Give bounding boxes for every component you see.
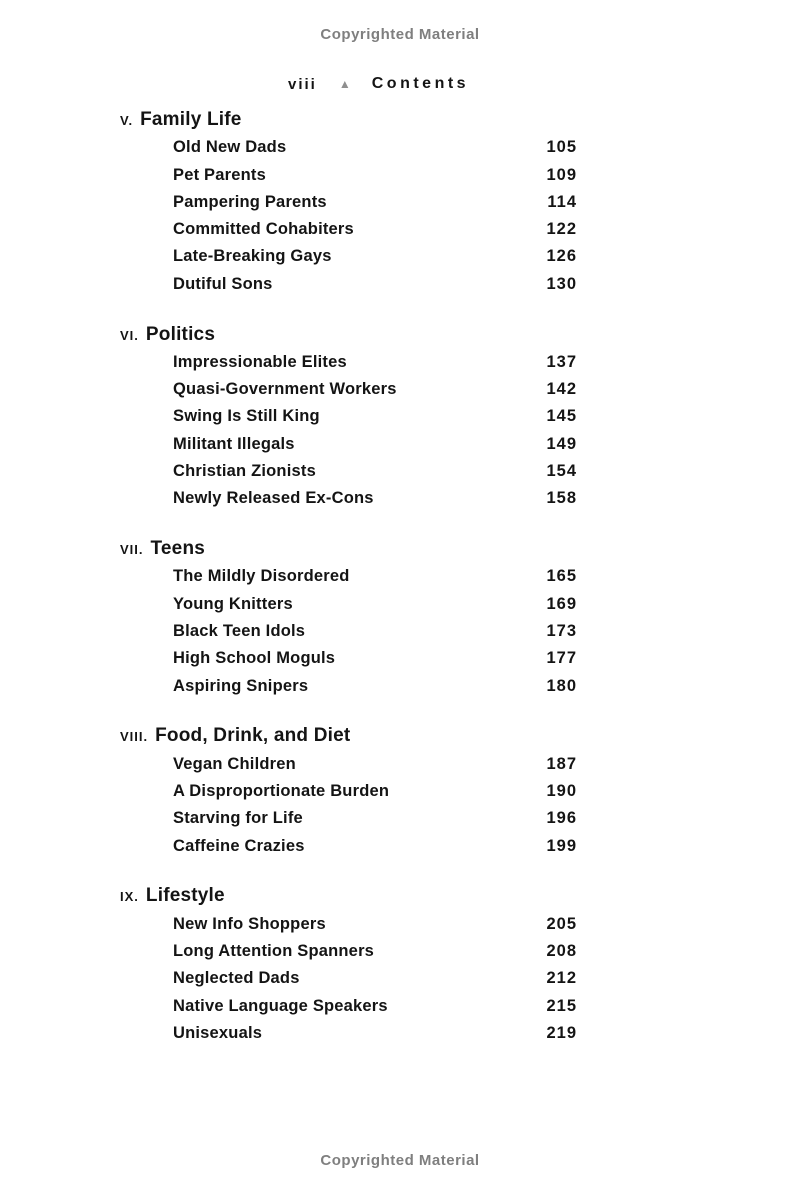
entry-page-number: 169 — [546, 594, 577, 613]
entry-title: Long Attention Spanners — [173, 942, 375, 961]
toc-entry — [173, 458, 577, 485]
entry-page-number: 154 — [546, 462, 577, 481]
entry-page-number: 173 — [546, 622, 577, 641]
entry-title: Starving for Life — [173, 809, 303, 828]
entry-title: Dutiful Sons — [173, 274, 273, 293]
entry-page-number: 212 — [546, 969, 577, 988]
entry-page-number: 114 — [547, 192, 577, 211]
section-numeral: VII. — [120, 542, 144, 558]
page-folio: viii — [288, 75, 317, 93]
entry-title: Pet Parents — [173, 165, 266, 184]
toc-section — [0, 535, 800, 700]
entry-page-number: 190 — [546, 782, 577, 801]
entry-title: Unisexuals — [173, 1023, 263, 1042]
toc-section — [0, 106, 800, 298]
entry-title: Black Teen Idols — [173, 622, 306, 641]
entry-title: High School Moguls — [173, 649, 336, 668]
toc-entry — [173, 618, 577, 645]
toc-section — [0, 321, 800, 513]
toc-entry — [173, 751, 577, 778]
entry-title: A Disproportionate Burden — [173, 782, 390, 801]
entry-title: Late-Breaking Gays — [173, 247, 332, 266]
toc-entry — [173, 778, 577, 805]
entry-title: Swing Is Still King — [173, 407, 320, 426]
toc-entry — [173, 271, 577, 298]
entry-page-number: 215 — [546, 996, 577, 1015]
toc-entry — [173, 673, 577, 700]
entry-page-number: 165 — [546, 567, 577, 586]
toc-entry — [173, 965, 577, 992]
toc-entry — [173, 403, 577, 430]
entry-page-number: 199 — [546, 836, 577, 855]
entry-title: Christian Zionists — [173, 462, 316, 481]
entry-page-number: 208 — [546, 942, 577, 961]
section-title: Family Life — [140, 109, 242, 130]
section-numeral: IX. — [120, 889, 139, 905]
page-title: Contents — [371, 75, 470, 92]
entry-title: Neglected Dads — [173, 969, 300, 988]
toc-entry — [173, 993, 577, 1020]
toc-entry — [173, 216, 577, 243]
triangle-icon: ▲ — [338, 77, 351, 91]
toc-entry — [173, 349, 577, 376]
entry-title: The Mildly Disordered — [173, 567, 350, 586]
section-title: Lifestyle — [145, 885, 225, 907]
toc-entry — [173, 243, 577, 270]
entry-title: Caffeine Crazies — [173, 836, 305, 855]
entry-title: Committed Cohabiters — [173, 220, 354, 239]
entry-title: Pampering Parents — [173, 192, 327, 211]
entry-page-number: 105 — [546, 138, 577, 157]
toc-entry — [173, 805, 577, 832]
entry-page-number: 180 — [546, 676, 577, 695]
toc-entry — [173, 645, 577, 672]
section-title: Politics — [145, 323, 216, 345]
entry-page-number: 196 — [546, 809, 577, 828]
entry-page-number: 130 — [546, 274, 577, 293]
toc-entry — [173, 591, 577, 618]
entry-page-number: 158 — [546, 489, 577, 508]
toc-entry — [173, 376, 577, 403]
entry-title: Newly Released Ex-Cons — [173, 489, 374, 508]
toc-entry — [173, 162, 577, 189]
entry-page-number: 109 — [546, 165, 577, 184]
entry-page-number: 187 — [546, 754, 577, 773]
section-heading — [0, 535, 800, 563]
toc — [0, 106, 800, 1047]
entry-title: Vegan Children — [173, 754, 296, 773]
section-title: Food, Drink, and Diet — [155, 725, 351, 747]
toc-entry — [173, 431, 577, 458]
section-heading — [0, 722, 800, 750]
entry-page-number: 122 — [546, 220, 577, 239]
toc-entry — [173, 833, 577, 860]
toc-entry — [173, 563, 577, 590]
toc-entry — [173, 134, 577, 161]
entry-title: Old New Dads — [173, 138, 287, 157]
copyright-notice-top: Copyrighted Material — [320, 26, 480, 43]
section-title: Teens — [150, 538, 206, 560]
entry-page-number: 126 — [546, 247, 577, 266]
toc-section — [0, 882, 800, 1047]
section-numeral: VI. — [120, 327, 139, 343]
toc-entry — [173, 189, 577, 216]
toc-section — [0, 722, 800, 859]
entry-page-number: 142 — [546, 380, 577, 399]
entry-title: Aspiring Snipers — [173, 676, 309, 695]
section-heading — [0, 106, 800, 134]
toc-entry — [173, 911, 577, 938]
copyright-notice-bottom: Copyrighted Material — [320, 1152, 480, 1169]
running-header — [288, 73, 469, 95]
entry-title: Native Language Speakers — [173, 996, 388, 1015]
entry-page-number: 177 — [546, 649, 577, 668]
entry-page-number: 205 — [546, 914, 577, 933]
entry-page-number: 145 — [546, 407, 577, 426]
entry-title: Militant Illegals — [173, 434, 295, 453]
toc-entry — [173, 938, 577, 965]
entry-title: Impressionable Elites — [173, 352, 347, 371]
entry-page-number: 137 — [546, 352, 577, 371]
entry-title: Young Knitters — [173, 594, 293, 613]
section-numeral: V. — [120, 113, 134, 128]
entry-title: New Info Shoppers — [173, 914, 326, 933]
toc-entry — [173, 1020, 577, 1047]
section-numeral: VIII. — [120, 729, 149, 745]
entry-page-number: 219 — [546, 1023, 577, 1042]
entry-page-number: 149 — [546, 434, 577, 453]
toc-entry — [173, 485, 577, 512]
section-heading — [0, 882, 800, 910]
entry-title: Quasi-Government Workers — [173, 380, 397, 399]
section-heading — [0, 321, 800, 349]
